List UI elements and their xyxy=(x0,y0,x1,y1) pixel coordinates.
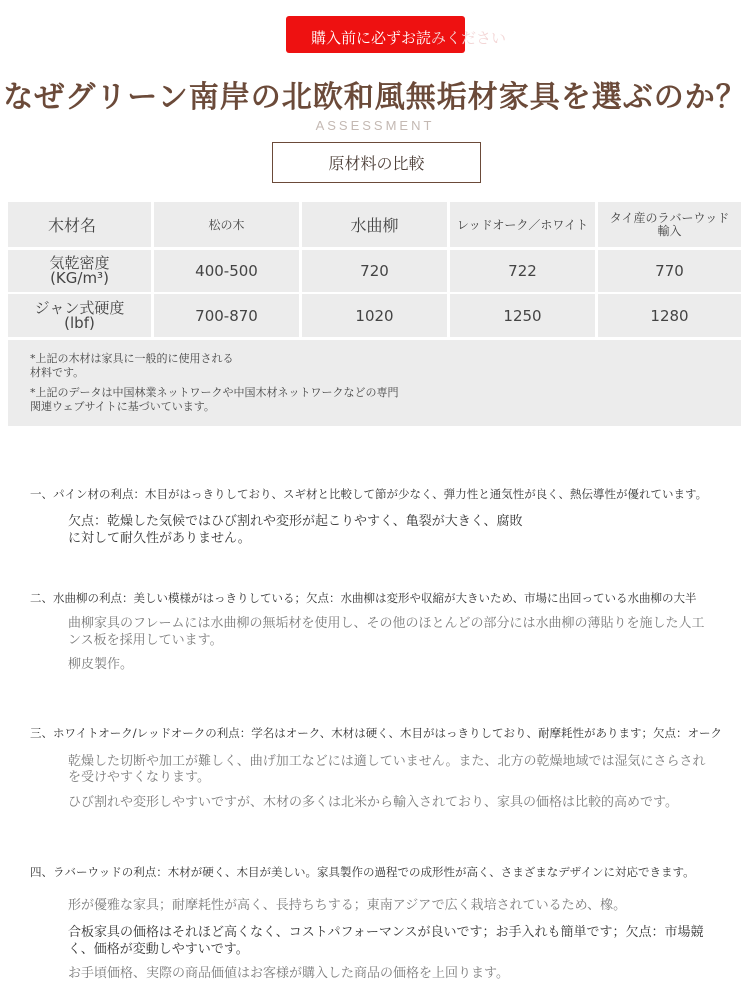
ash-section-body: 曲柳家具のフレームには水曲柳の無垢材を使用し、その他のほとんどの部分には水曲柳の薄貼りを施した人工 xyxy=(68,616,705,631)
table-cell: 722 xyxy=(450,250,595,292)
table-header-wood: レッドオーク／ホワイト xyxy=(450,202,595,247)
table-header-wood: 水曲柳 xyxy=(302,202,447,247)
table-cell: 1020 xyxy=(302,294,447,337)
section-title: 原材料の比較 xyxy=(328,154,425,173)
table-cell: 720 xyxy=(302,250,447,292)
page-title: なぜグリーン南岸の北欧和風無垢材家具を選ぶのか？ xyxy=(3,80,747,115)
rubberwood-section-body: 合板家具の価格はそれほど高くなく、コストパフォーマンスが良いです；お手入れも簡単です；欠点：市場競 xyxy=(68,925,704,940)
table-cell: 1280 xyxy=(598,294,741,337)
oak-section-heading: 三、ホワイトオーク/レッドオークの利点：学名はオーク、木材は硬く、木目がはっきりしており、耐摩耗性があります；欠点：オーク xyxy=(30,726,723,740)
table-header-wood: タイ産のラバーウッド輸入 xyxy=(598,202,741,247)
rubberwood-section-body: お手頃価格、実際の商品価値はお客様が購入した商品の価格を上回ります。 xyxy=(68,966,509,981)
oak-section-body: ひび割れや変形しやすいですが、木材の多くは北米から輸入されており、家具の価格は比較的高めです。 xyxy=(68,795,678,810)
pine-section-body: に対して耐久性がありません。 xyxy=(68,531,251,546)
table-cell: 400-500 xyxy=(154,250,299,292)
rubberwood-section-heading: 四、ラバーウッドの利点：木材が硬く、木目が美しい。家具製作の過程での成形性が高く、さまざまなデザインに対応できます。 xyxy=(30,865,695,879)
read-before-purchase-label: 購入前に必ずお読みください xyxy=(311,29,507,47)
oak-section-body: 乾燥した切断や加工が難しく、曲げ加工などには適していません。また、北方の乾燥地域では湿気にさらされ xyxy=(68,754,706,769)
table-row-label: ジャン式硬度 (lbf) xyxy=(8,294,151,337)
ash-section-body: 柳皮製作。 xyxy=(68,657,134,672)
ash-section-heading: 二、水曲柳の利点：美しい模様がはっきりしている；欠点：水曲柳は変形や収縮が大きいため、市場に出回っている水曲柳の大半 xyxy=(30,591,697,605)
table-header-wood: 松の木 xyxy=(154,202,299,247)
table-cell: 700-870 xyxy=(154,294,299,337)
pine-section-heading: 一、パイン材の利点：木目がはっきりしており、スギ材と比較して節が少なく、弾力性と通気性が良く、熱伝導性が優れています。 xyxy=(30,487,708,501)
source-notes: *上記の木材は家具に一般的に使用される 材料です。 *上記のデータは中国林業ネットワークや中国木材ネットワークなどの専門 関連ウェブサイトに基づいています。 xyxy=(8,340,741,426)
rubberwood-section-body: く、価格が変動しやすいです。 xyxy=(68,942,249,957)
assessment-eyebrow: ASSESSMENT xyxy=(315,118,435,133)
ash-section-body: ンス板を採用しています。 xyxy=(68,633,223,648)
oak-section-body: を受けやすくなります。 xyxy=(68,770,210,785)
pine-section-body: 欠点：乾燥した気候ではひび割れや変形が起こりやすく、亀裂が大きく、腐敗 xyxy=(68,514,523,529)
table-cell: 1250 xyxy=(450,294,595,337)
section-title-box xyxy=(272,142,481,183)
table-header-label: 木材名 xyxy=(8,202,151,247)
table-cell: 770 xyxy=(598,250,741,292)
rubberwood-section-body: 形が優雅な家具；耐摩耗性が高く、長持ちちする；東南アジアで広く栽培されているため、橡。 xyxy=(68,898,627,913)
table-row-label: 気乾密度 (KG/m³) xyxy=(8,250,151,292)
